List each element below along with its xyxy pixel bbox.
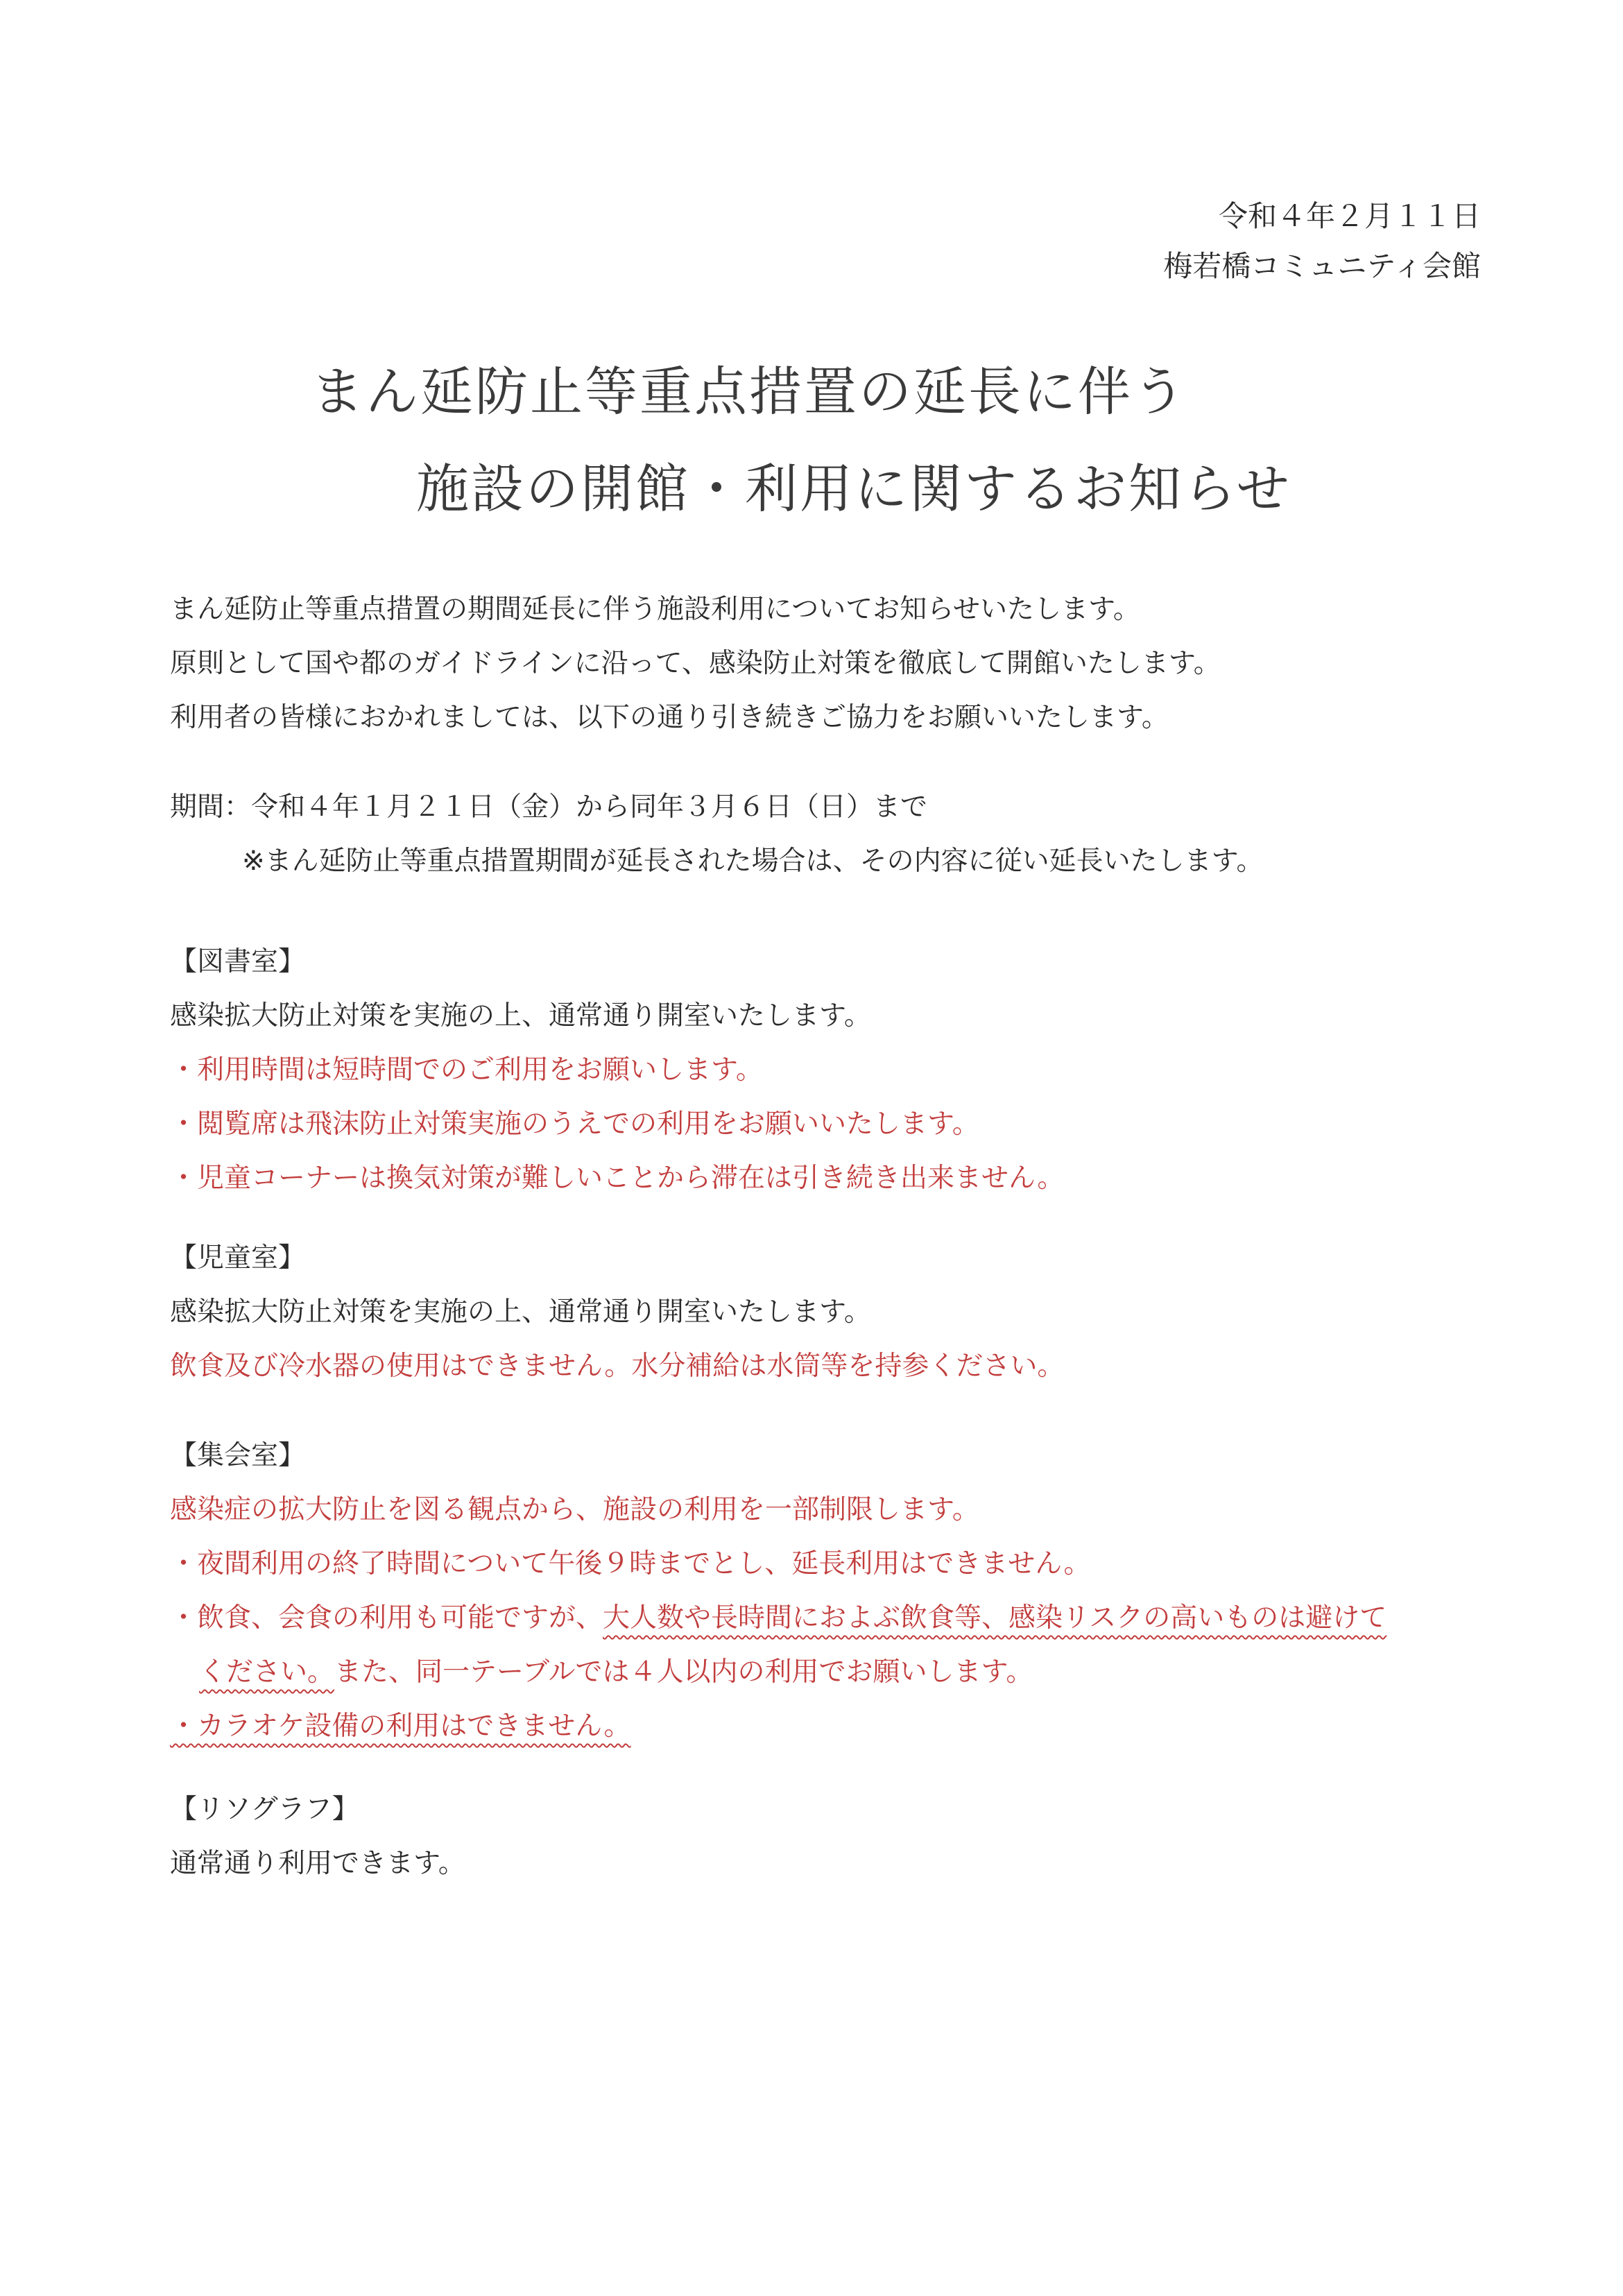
- meeting-room-bullet: [170, 1699, 1488, 1754]
- bullet-text: ・飲食、会食の利用も可能ですが、: [170, 1602, 603, 1634]
- meeting-room-section: [170, 1429, 1488, 1754]
- period-note: ※まん延防止等重点措置期間が延長された場合は、その内容に従い延長いたします。: [242, 846, 1264, 877]
- meeting-room-text: 感染症の拡大防止を図る観点から、施設の利用を一部制限します。: [170, 1494, 979, 1525]
- library-bullet: ・閲覧席は飛沫防止対策実施のうえでの利用をお願いいたします。: [170, 1108, 979, 1140]
- underlined-text: 大人数や長時間におよぶ飲食等、感染リスクの高いものは避けて: [603, 1602, 1387, 1634]
- period-block: [170, 780, 1488, 889]
- children-room-heading: 【児童室】: [170, 1242, 306, 1274]
- meeting-room-bullet: [170, 1591, 1488, 1645]
- library-section: [170, 935, 1488, 1206]
- intro-line: 利用者の皆様におかれましては、以下の通り引き続きご協力をお願いいたします。: [170, 702, 1169, 733]
- meeting-room-heading: 【集会室】: [170, 1440, 306, 1471]
- meeting-room-bullet-continuation: [170, 1645, 1488, 1699]
- underlined-text: ください。: [199, 1656, 335, 1688]
- library-bullet: ・利用時間は短時間でのご利用をお願いします。: [170, 1054, 763, 1086]
- risograph-text: 通常通り利用できます。: [170, 1848, 465, 1879]
- bullet-text: また、同一テーブルでは４人以内の利用でお願いします。: [334, 1656, 1033, 1688]
- title-line-2: 施設の開館・利用に関するお知らせ: [416, 458, 1291, 520]
- intro-paragraph: [170, 583, 1488, 745]
- meeting-room-bullet: ・夜間利用の終了時間について午後９時までとし、延長利用はできません。: [170, 1548, 1091, 1579]
- children-room-text: 感染拡大防止対策を実施の上、通常通り開室いたします。: [170, 1296, 871, 1328]
- underlined-text: ・カラオケ設備の利用はできません。: [170, 1711, 631, 1742]
- intro-line: 原則として国や都のガイドラインに沿って、感染防止対策を徹底して開館いたします。: [170, 648, 1221, 679]
- intro-line: まん延防止等重点措置の期間延長に伴う施設利用についてお知らせいたします。: [170, 594, 1140, 625]
- organization-name: 梅若橋コミュニティ会館: [1163, 249, 1481, 283]
- library-heading: 【図書室】: [170, 946, 306, 977]
- children-room-notice: 飲食及び冷水器の使用はできません。水分補給は水筒等を持参ください。: [170, 1351, 1065, 1382]
- children-room-section: [170, 1231, 1488, 1394]
- library-text: 感染拡大防止対策を実施の上、通常通り開室いたします。: [170, 1000, 871, 1031]
- risograph-section: [170, 1783, 1488, 1891]
- risograph-heading: 【リソグラフ】: [170, 1794, 359, 1825]
- period-line: 期間：令和４年１月２１日（金）から同年３月６日（日）まで: [170, 791, 928, 823]
- title-line-1: まん延防止等重点措置の延長に伴う: [311, 361, 1187, 422]
- notice-date: 令和４年２月１１日: [1218, 199, 1481, 233]
- library-bullet: ・児童コーナーは換気対策が難しいことから滞在は引き続き出来ません。: [170, 1163, 1065, 1194]
